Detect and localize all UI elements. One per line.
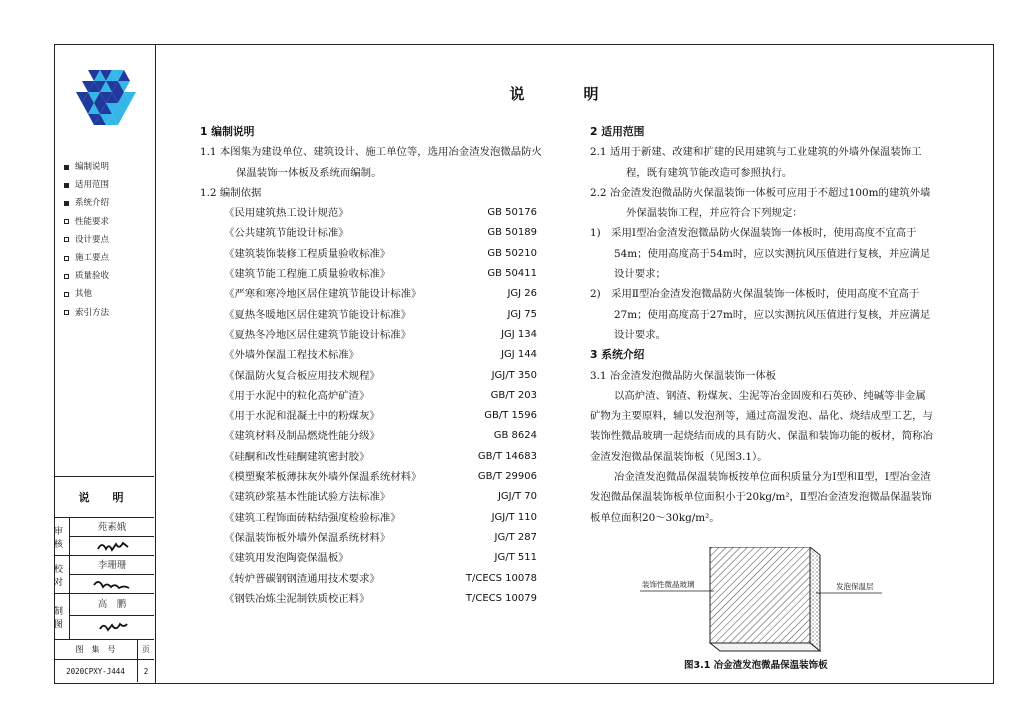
paragraph: 3.1 冶金渣发泡微晶防火保温装饰一体板 [590,369,777,382]
paragraph: 1) 采用Ⅰ型冶金渣发泡微晶防火保温装饰一体板时，使用高度不宜高于54m；使用高度高于54m时，应以实测抗风压值进行复核，并应满足设计要求； [590,227,931,281]
proof-role: 校对 [54,556,70,593]
paragraph: 以高炉渣、钢渣、粉煤灰、尘泥等冶金固废和石英砂、纯碱等非金属矿物为主要原料，辅以发泡剂等，通过高温发泡、晶化、烧结成型工艺，与装饰性微晶玻璃一起烧结而成的具有防火、保温和装饰功能的板材，简称冶金渣发泡微晶保温装饰板（见图3.1）。 [590,389,933,463]
section-heading: 2 适用范围 [590,125,645,138]
hollow-square-icon [64,237,69,242]
filled-square-icon [64,201,69,206]
standard-row: 《公共建筑节能设计标准》 GB 50189 [224,227,537,240]
hollow-square-icon [64,256,69,261]
hollow-square-icon [64,292,69,297]
review-role: 审核 [54,518,70,555]
paragraph: 冶金渣发泡微晶保温装饰板按单位面积质量分为Ⅰ型和Ⅱ型，Ⅰ型冶金渣发泡微晶保温装饰板单位面积小于20kg/m²，Ⅱ型冶金渣发泡微晶保温装饰板单位面积20～30kg/m²。 [590,471,932,524]
hollow-square-icon [64,310,69,315]
hollow-square-icon [64,219,69,224]
atlas-logo [70,64,142,136]
panel-diagram [620,547,940,657]
toc-list [64,158,109,322]
standard-row: 《建筑用发泡陶瓷保温板》 JG/T 511 [224,552,537,565]
standard-row: 《保温防火复合板应用技术规程》 JGJ/T 350 [224,369,537,382]
standard-row: 《建筑工程饰面砖粘结强度检验标准》 JGJ/T 110 [224,511,537,524]
filled-square-icon [64,183,69,188]
toc-item[interactable]: 适用范围 [64,176,109,194]
standard-row: 《建筑装饰装修工程质量验收标准》 GB 50210 [224,247,537,260]
toc-item[interactable]: 性能要求 [64,213,109,231]
standard-row: 《模塑聚苯板薄抹灰外墙外保温系统材料》 GB/T 29906 [224,471,537,484]
right-column [590,122,935,528]
reviewer-name: 苑素娥 [70,518,154,537]
paragraph: 1.1 本图集为建设单位、建筑设计、施工单位等，选用冶金渣发泡微晶防火保温装饰一体板及系统而编制。 [200,146,542,179]
toc-item[interactable]: 设计要点 [64,231,109,249]
toc-item[interactable]: 编制说明 [64,158,109,176]
drafter-signature [70,618,154,636]
meta-header [54,640,154,660]
paragraph: 2.2 冶金渣发泡微晶防火保温装饰一体板可应用于不超过100m的建筑外墙外保温装饰工程，并应符合下列规定： [590,186,931,220]
paragraph: 2) 采用Ⅱ型冶金渣发泡微晶防火保温装饰一体板时，使用高度不宜高于27m；使用高度高于27m时，应以实测抗风压值进行复核，并应满足设计要求。 [590,288,931,341]
page-label: 页 [142,645,150,654]
meta-values [54,660,154,682]
proof-row [54,556,154,594]
section-heading: 3 系统介绍 [590,348,645,362]
toc-item[interactable]: 系统介绍 [64,194,109,212]
sidebar [54,44,156,684]
standard-row: 《夏热冬冷地区居住建筑节能设计标准》 JGJ 134 [224,328,537,341]
figure-label-insulation: 发泡保温层 [836,582,874,591]
drafter-name: 高 鹏 [70,594,154,616]
standard-row: 《用于水泥中的粒化高炉矿渣》 GB/T 203 [224,389,537,402]
toc-item[interactable]: 质量验收 [64,267,109,285]
standard-row: 《建筑砂浆基本性能试验方法标准》 JGJ/T 70 [224,491,537,504]
proofreader-signature [70,575,154,593]
filled-square-icon [64,165,69,170]
paragraph: 2.1 适用于新建、改建和扩建的民用建筑与工业建筑的外墙外保温装饰工程，既有建筑节能改造可参照执行。 [590,146,922,179]
draft-role: 制图 [54,594,70,639]
atlas-no: 2020CPXY-J444 [54,660,138,682]
standard-row: 《保温装饰板外墙外保温系统材料》 JG/T 287 [224,531,537,544]
section-heading: 1 编制说明 [200,125,255,138]
review-row [54,518,154,556]
standard-row: 《民用建筑热工设计规范》 GB 50176 [224,207,537,220]
toc-item[interactable]: 施工要点 [64,249,109,267]
standard-row: 《用于水泥和混凝土中的粉煤灰》 GB/T 1596 [224,410,537,423]
toc-item[interactable]: 其他 [64,285,109,303]
standard-row: 《建筑节能工程施工质量验收标准》 GB 50411 [224,268,537,281]
figure-3-1 [620,547,940,671]
standard-row: 《硅酮和改性硅酮建筑密封胶》 GB/T 14683 [224,450,537,463]
atlas-no-label: 图 集 号 [54,640,138,659]
draft-row [54,594,154,640]
figure-label-glass: 装饰性微晶玻璃 [642,580,695,589]
standard-row: 《钢铁冶炼尘泥制铁质校正料》 T/CECS 10079 [224,592,537,605]
page-number: 2 [143,666,149,676]
sidebar-section-title: 说 明 [54,476,154,518]
toc-item[interactable]: 索引方法 [64,304,109,322]
logo-triangles [76,70,136,125]
paragraph: 1.2 编制依据 [200,186,262,199]
standard-row: 《转炉普碳钢钢渣通用技术要求》 T/CECS 10078 [224,572,537,585]
standard-row: 《建筑材料及制品燃烧性能分级》 GB 8624 [224,430,537,443]
standard-row: 《外墙外保温工程技术标准》 JGJ 144 [224,349,537,362]
reviewer-signature [70,537,154,555]
figure-caption: 图3.1 冶金渣发泡微晶保温装饰板 [684,660,828,671]
proofreader-name: 李珊珊 [70,556,154,575]
hollow-square-icon [64,274,69,279]
standard-row: 《夏热冬暖地区居住建筑节能设计标准》 JGJ 75 [224,308,537,321]
left-column [200,122,545,609]
standard-row: 《严寒和寒冷地区居住建筑节能设计标准》 JGJ 26 [224,288,537,301]
page-title: 说 明 [509,85,621,103]
